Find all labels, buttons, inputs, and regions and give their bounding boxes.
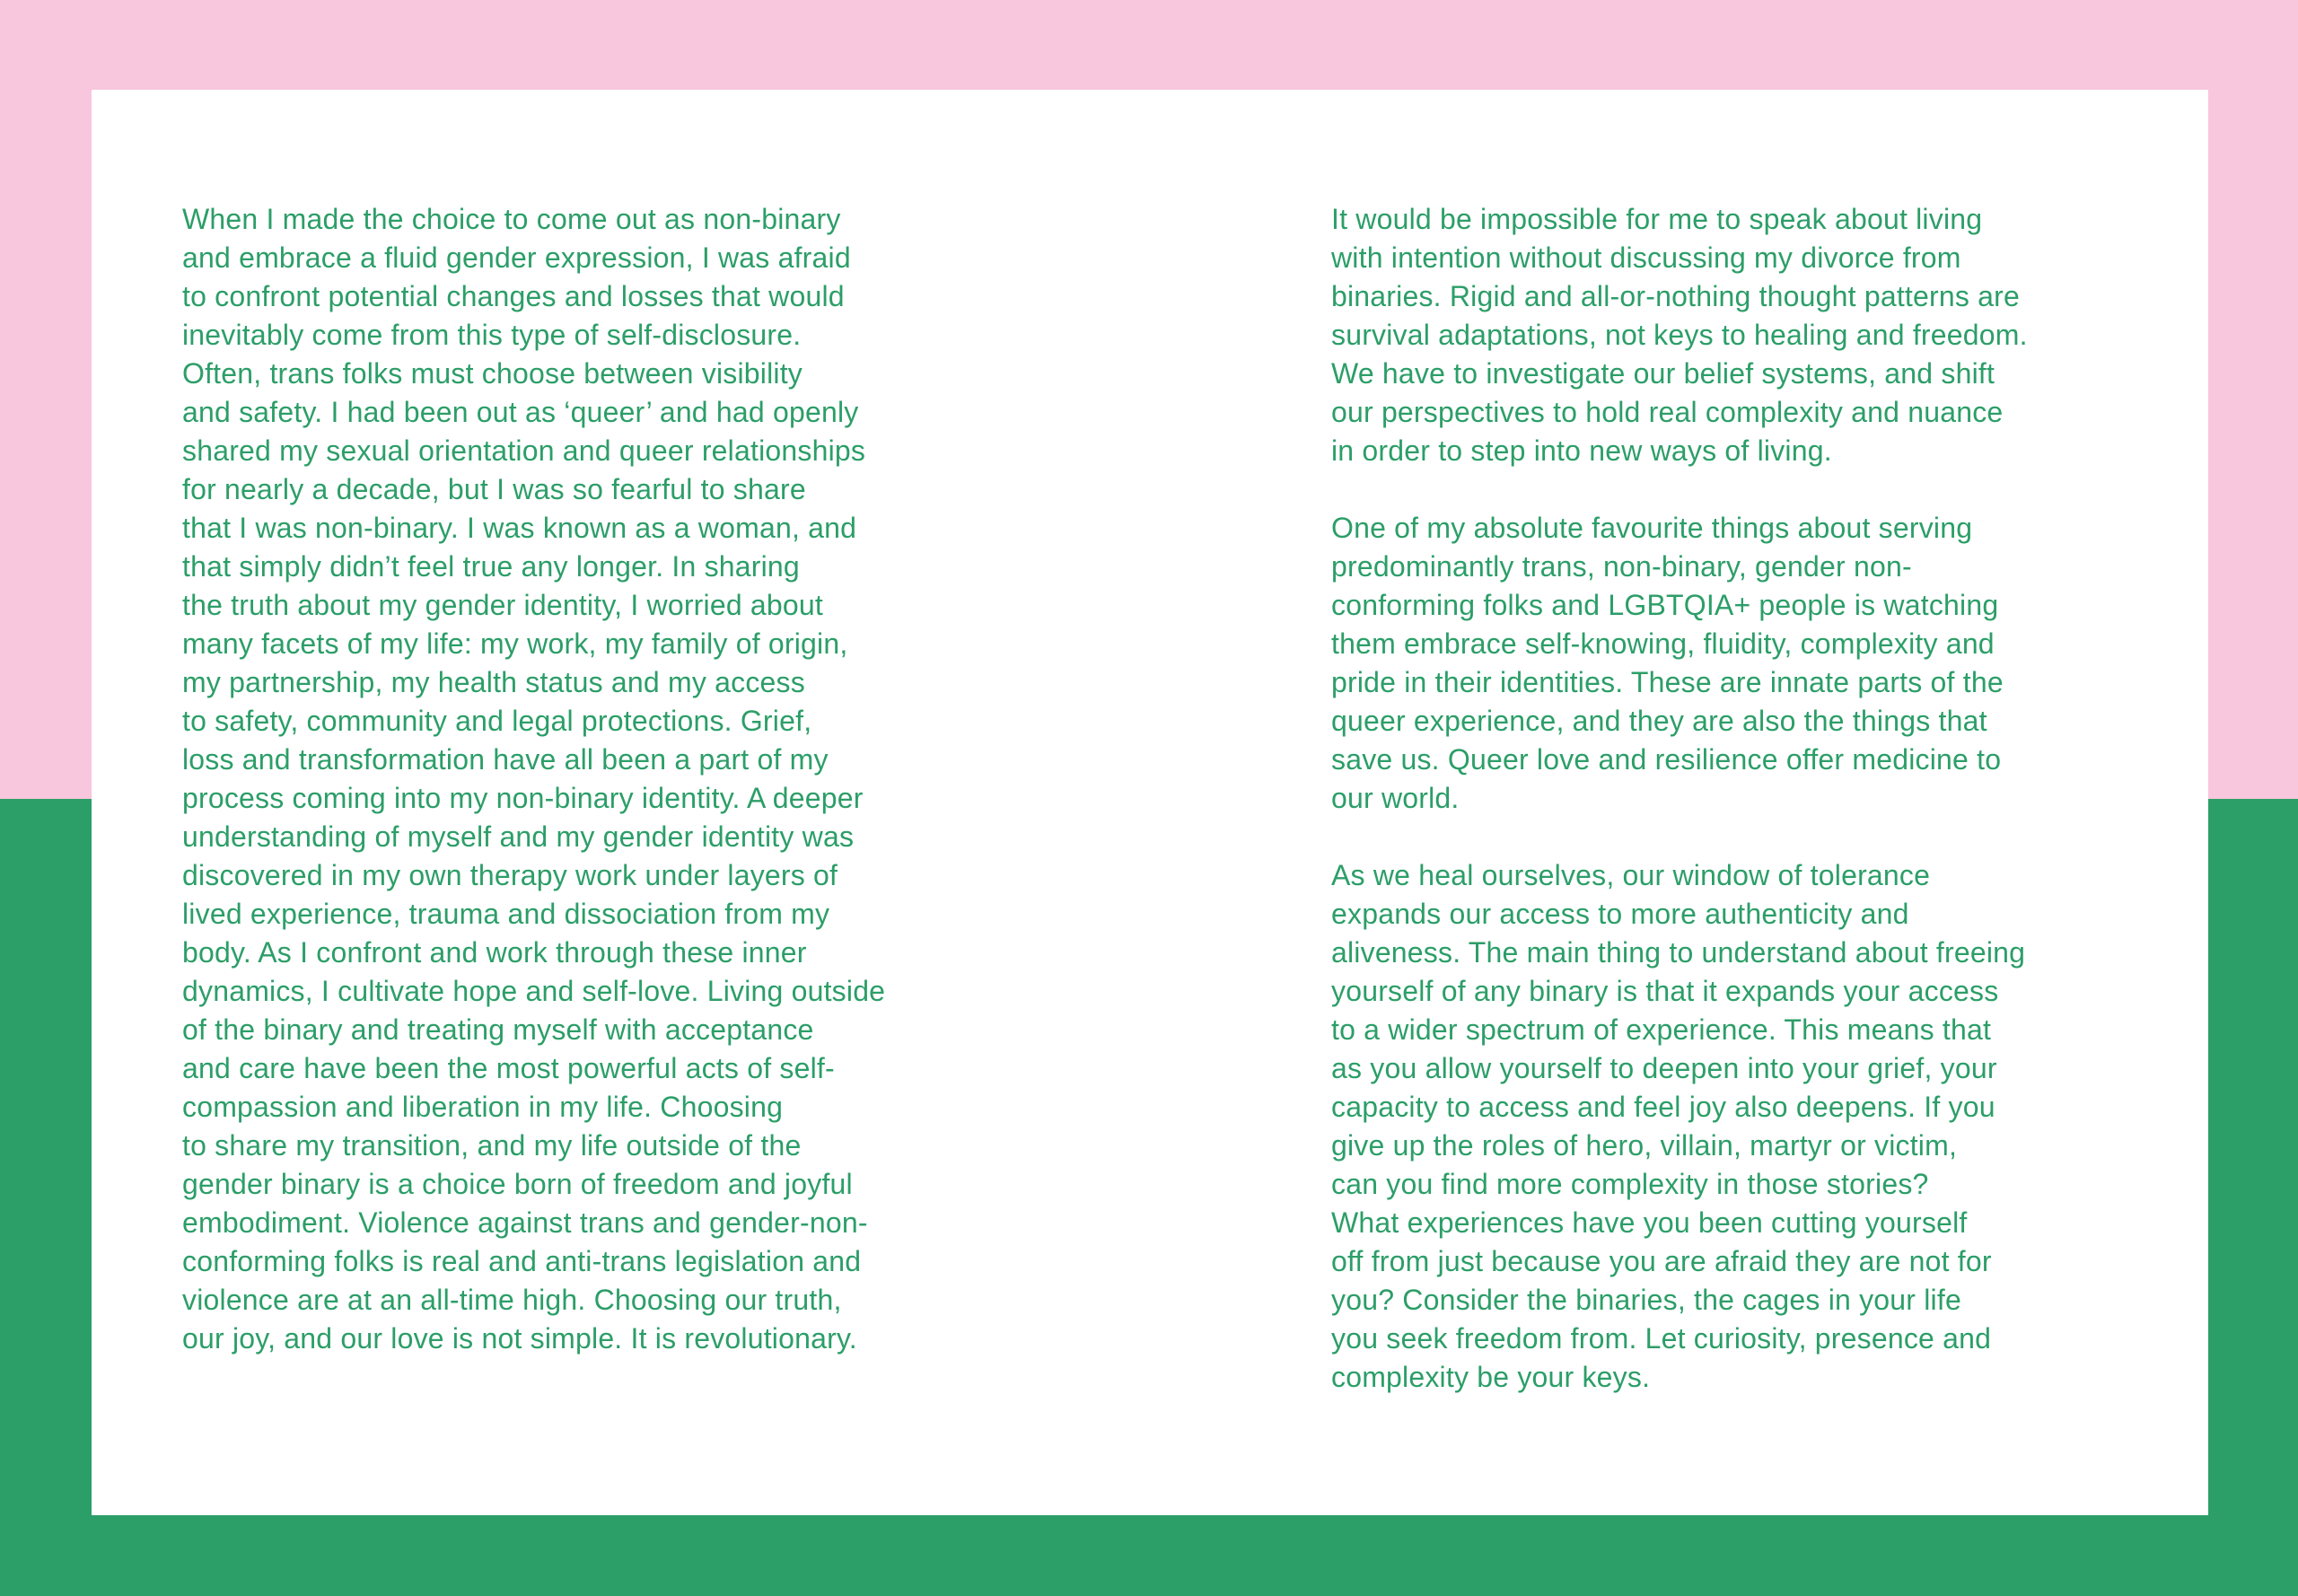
text-line: as you allow yourself to deepen into your grief, your: [1331, 1052, 1997, 1084]
text-line: to safety, community and legal protections. Grief,: [182, 705, 812, 737]
text-line: that I was non-binary. I was known as a woman, and: [182, 512, 857, 544]
text-line: It would be impossible for me to speak about living: [1331, 203, 1983, 235]
text-line: As we heal ourselves, our window of tolerance: [1331, 859, 1931, 891]
text-line: embodiment. Violence against trans and gender-non-: [182, 1206, 868, 1239]
text-line: save us. Queer love and resilience offer medicine to: [1331, 743, 2002, 776]
text-line: binaries. Rigid and all-or-nothing thought patterns are: [1331, 280, 2021, 312]
text-line: and safety. I had been out as ‘queer’ and had openly: [182, 396, 859, 428]
text-line: and care have been the most powerful acts of self-: [182, 1052, 835, 1084]
text-line: queer experience, and they are also the things that: [1331, 705, 1987, 737]
text-line: can you find more complexity in those stories?: [1331, 1168, 1929, 1200]
paragraph-window-of-tolerance: [1331, 856, 2028, 1397]
text-line: to confront potential changes and losses that would: [182, 280, 845, 312]
text-line: conforming folks and LGBTQIA+ people is watching: [1331, 589, 1999, 621]
text-line: aliveness. The main thing to understand about freeing: [1331, 936, 2026, 969]
paragraph-living-with-intention: [1331, 200, 2028, 470]
text-line: lived experience, trauma and dissociation from my: [182, 898, 830, 930]
text-line: What experiences have you been cutting yourself: [1331, 1206, 1968, 1239]
text-line: compassion and liberation in my life. Choosing: [182, 1091, 784, 1123]
text-line: Often, trans folks must choose between visibility: [182, 357, 803, 390]
text-line: you? Consider the binaries, the cages in your life: [1331, 1284, 1961, 1316]
text-line: yourself of any binary is that it expands your access: [1331, 975, 1999, 1007]
text-line: that simply didn’t feel true any longer. In sharing: [182, 550, 800, 583]
text-line: dynamics, I cultivate hope and self-love. Living outside: [182, 975, 886, 1007]
text-line: survival adaptations, not keys to healing and freedom.: [1331, 319, 2028, 351]
text-line: our world.: [1331, 782, 1460, 814]
text-line: my partnership, my health status and my access: [182, 666, 805, 698]
text-line: inevitably come from this type of self-disclosure.: [182, 319, 802, 351]
text-line: you seek freedom from. Let curiosity, presence and: [1331, 1322, 1992, 1355]
text-line: shared my sexual orientation and queer relationships: [182, 434, 866, 467]
paragraph-spacer: [1331, 470, 2028, 509]
text-line: body. As I confront and work through these inner: [182, 936, 807, 969]
text-line: them embrace self-knowing, fluidity, complexity and: [1331, 627, 1995, 660]
text-line: expands our access to more authenticity and: [1331, 898, 1909, 930]
text-line: with intention without discussing my divorce from: [1331, 241, 1961, 274]
text-line: capacity to access and feel joy also deepens. If you: [1331, 1091, 1995, 1123]
paragraph-favourite-things: [1331, 509, 2028, 818]
text-line: our perspectives to hold real complexity and nuance: [1331, 396, 2004, 428]
text-line: conforming folks is real and anti-trans legislation and: [182, 1245, 862, 1277]
text-line: When I made the choice to come out as non-binary: [182, 203, 841, 235]
text-line: to a wider spectrum of experience. This means that: [1331, 1013, 1992, 1046]
text-line: many facets of my life: my work, my family of origin,: [182, 627, 848, 660]
text-line: the truth about my gender identity, I worried about: [182, 589, 824, 621]
text-line: pride in their identities. These are innate parts of the: [1331, 666, 2004, 698]
text-line: in order to step into new ways of living.: [1331, 434, 1832, 467]
text-line: our joy, and our love is not simple. It is revolutionary.: [182, 1322, 857, 1355]
text-line: and embrace a fluid gender expression, I was afraid: [182, 241, 851, 274]
text-line: gender binary is a choice born of freedom and joyful: [182, 1168, 853, 1200]
text-line: discovered in my own therapy work under layers of: [182, 859, 838, 891]
text-line: complexity be your keys.: [1331, 1361, 1651, 1393]
text-line: of the binary and treating myself with acceptance: [182, 1013, 814, 1046]
text-line: loss and transformation have all been a part of my: [182, 743, 829, 776]
left-column-text: [182, 200, 885, 1358]
text-line: off from just because you are afraid they are not for: [1331, 1245, 1992, 1277]
text-line: for nearly a decade, but I was so fearful to share: [182, 473, 806, 505]
text-line: We have to investigate our belief systems, and shift: [1331, 357, 1995, 390]
text-line: violence are at an all-time high. Choosing our truth,: [182, 1284, 842, 1316]
text-line: One of my absolute favourite things about serving: [1331, 512, 1973, 544]
text-line: predominantly trans, non-binary, gender non-: [1331, 550, 1912, 583]
page-spread: [92, 90, 2208, 1515]
text-line: understanding of myself and my gender identity was: [182, 820, 855, 853]
paragraph-spacer: [1331, 818, 2028, 856]
right-column-text: [1331, 200, 2028, 1397]
text-line: give up the roles of hero, villain, martyr or victim,: [1331, 1129, 1958, 1162]
text-line: process coming into my non-binary identity. A deeper: [182, 782, 864, 814]
text-line: to share my transition, and my life outside of the: [182, 1129, 802, 1162]
